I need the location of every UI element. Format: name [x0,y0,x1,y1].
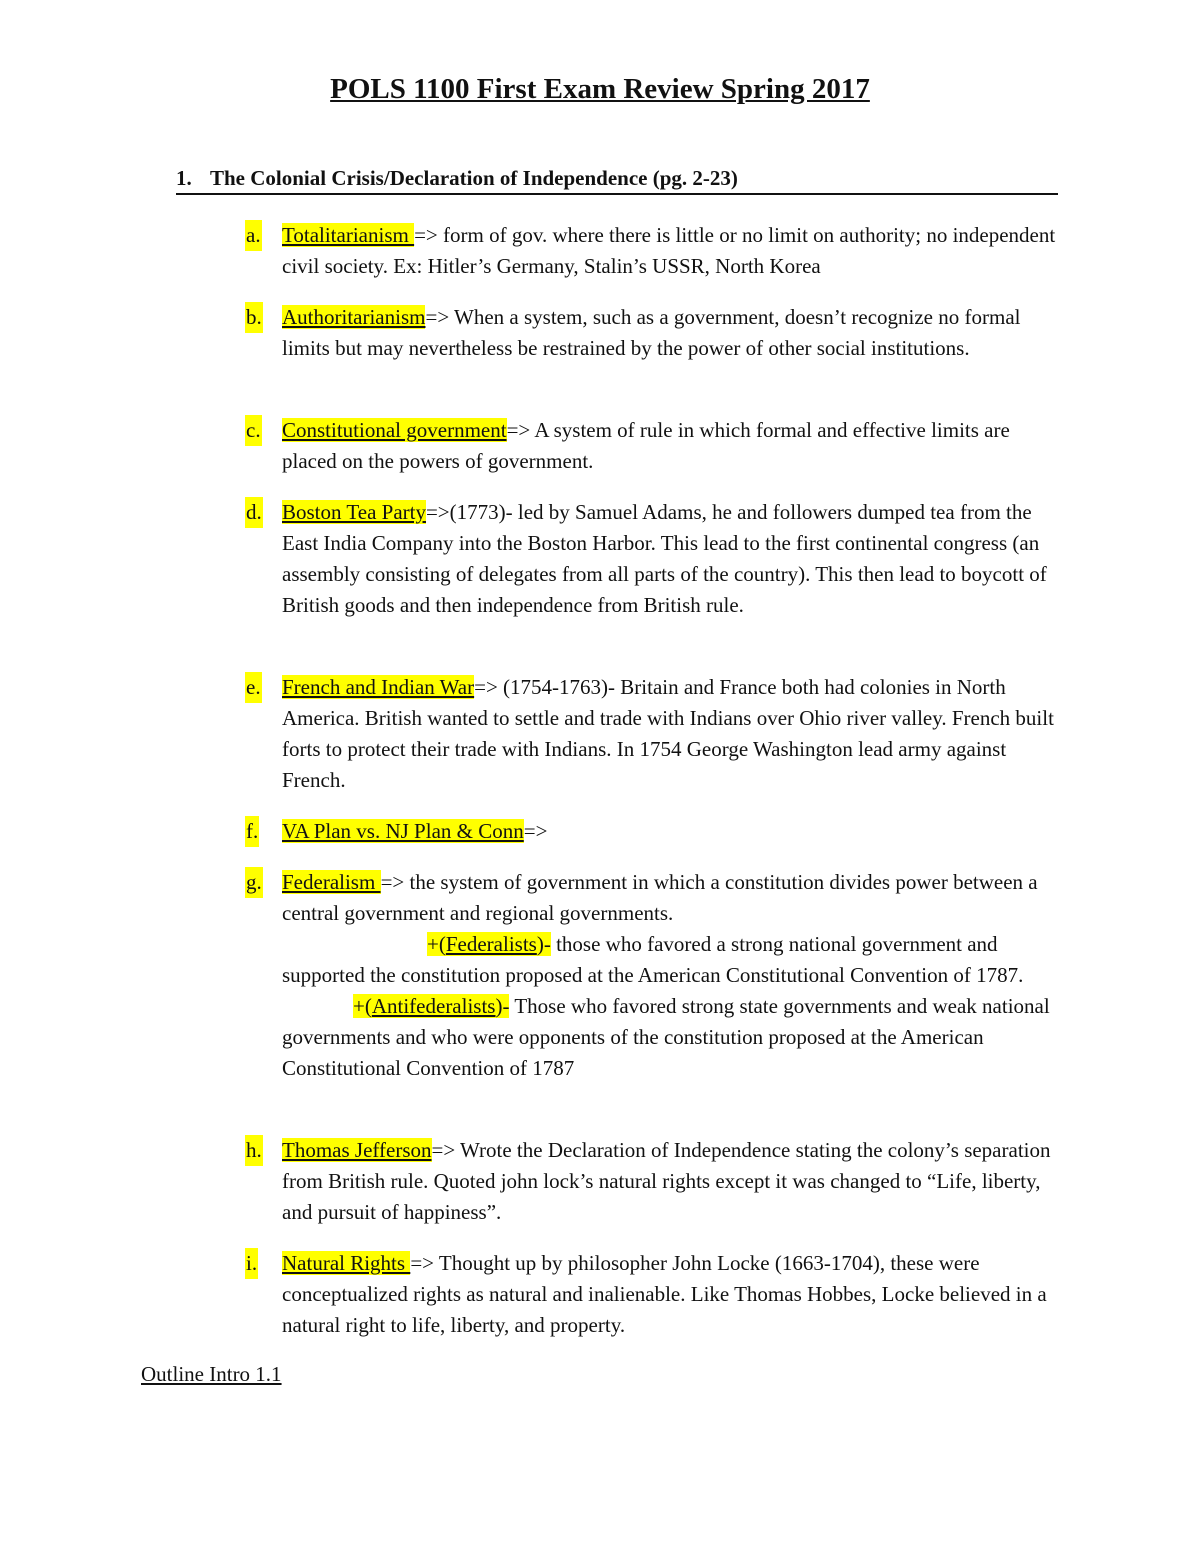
item-term: VA Plan vs. NJ Plan & Conn [282,819,524,843]
item-text: => (1754-1763)- Britain and France both had colonies in North America. British wanted to settle and trade with Indians over Ohio river valley. French built forts to protect their trade with Indians. In 1754 George Washington lead army against French. [282,675,1054,792]
item-letter: e. [245,672,262,703]
list-item-i [245,1248,1065,1341]
item-letter: c. [245,415,262,446]
federalists-text: those who favored a strong national government and supported the constitution proposed at the American Constitutional Convention of 1787. [282,932,1024,987]
page-title: POLS 1100 First Exam Review Spring 2017 [330,73,870,105]
item-letter: f. [245,816,259,847]
list-item-d [245,497,1065,621]
item-term: Authoritarianism [282,305,426,329]
item-letter: h. [245,1135,263,1166]
section-heading [176,166,1058,195]
federalists-entry [282,929,1065,991]
antifederalists-text: Those who favored strong state governments and weak national governments and who were opponents of the constitution proposed at the American Constitutional Convention of 1787 [282,994,1050,1080]
list-item-b [245,302,1065,364]
item-text: => the system of government in which a constitution divides power between a central government and regional governments. [282,870,1038,925]
list-item-a [245,220,1065,282]
section-title: The Colonial Crisis/Declaration of Independence (pg. 2-23) [210,166,738,190]
antifederalists-label: +(Antifederalists)- [353,994,510,1018]
item-letter: b. [245,302,263,333]
federalists-label: +(Federalists)- [427,932,551,956]
item-text: => Thought up by philosopher John Locke (1663-1704), these were conceptualized rights as natural and inalienable. Like Thomas Hobbes, Locke believed in a natural right to life, liberty, and property. [282,1251,1047,1337]
item-text: => When a system, such as a government, doesn’t recognize no formal limits but may nevertheless be restrained by the power of other social institutions. [282,305,1021,360]
item-term: Constitutional government [282,418,507,442]
item-letter: i. [245,1248,258,1279]
item-text: => [523,819,548,843]
item-letter: d. [245,497,263,528]
item-text: => form of gov. where there is little or no limit on authority; no independent civil society. Ex: Hitler’s Germany, Stalin’s USSR, North Korea [282,223,1056,278]
item-term: Natural Rights [282,1251,411,1275]
item-term: Totalitarianism [282,223,415,247]
list-item-f [245,816,1065,847]
list-item-g [245,867,1065,1084]
item-term: Boston Tea Party [282,500,426,524]
outline-footer: Outline Intro 1.1 [141,1362,282,1386]
item-letter: a. [245,220,262,251]
antifederalists-entry [282,991,1065,1084]
section-number: 1. [176,166,192,190]
item-text: => Wrote the Declaration of Independence stating the colony’s separation from British rule. Quoted john lock’s natural rights except it was changed to “Life, liberty, and pursuit of happiness”. [282,1138,1051,1224]
list-item-h [245,1135,1065,1228]
list-item-e [245,672,1065,796]
item-letter: g. [245,867,263,898]
item-term: Thomas Jefferson [282,1138,432,1162]
list-item-c [245,415,1065,477]
item-term: Federalism [282,870,381,894]
item-text: => A system of rule in which formal and effective limits are placed on the powers of government. [282,418,1010,473]
item-text: =>(1773)- led by Samuel Adams, he and followers dumped tea from the East India Company into the Boston Harbor. This lead to the first continental congress (an assembly consisting of delegates from all parts of the country). This then lead to boycott of British goods and then independence from British rule. [282,500,1047,617]
item-term: French and Indian War [282,675,475,699]
